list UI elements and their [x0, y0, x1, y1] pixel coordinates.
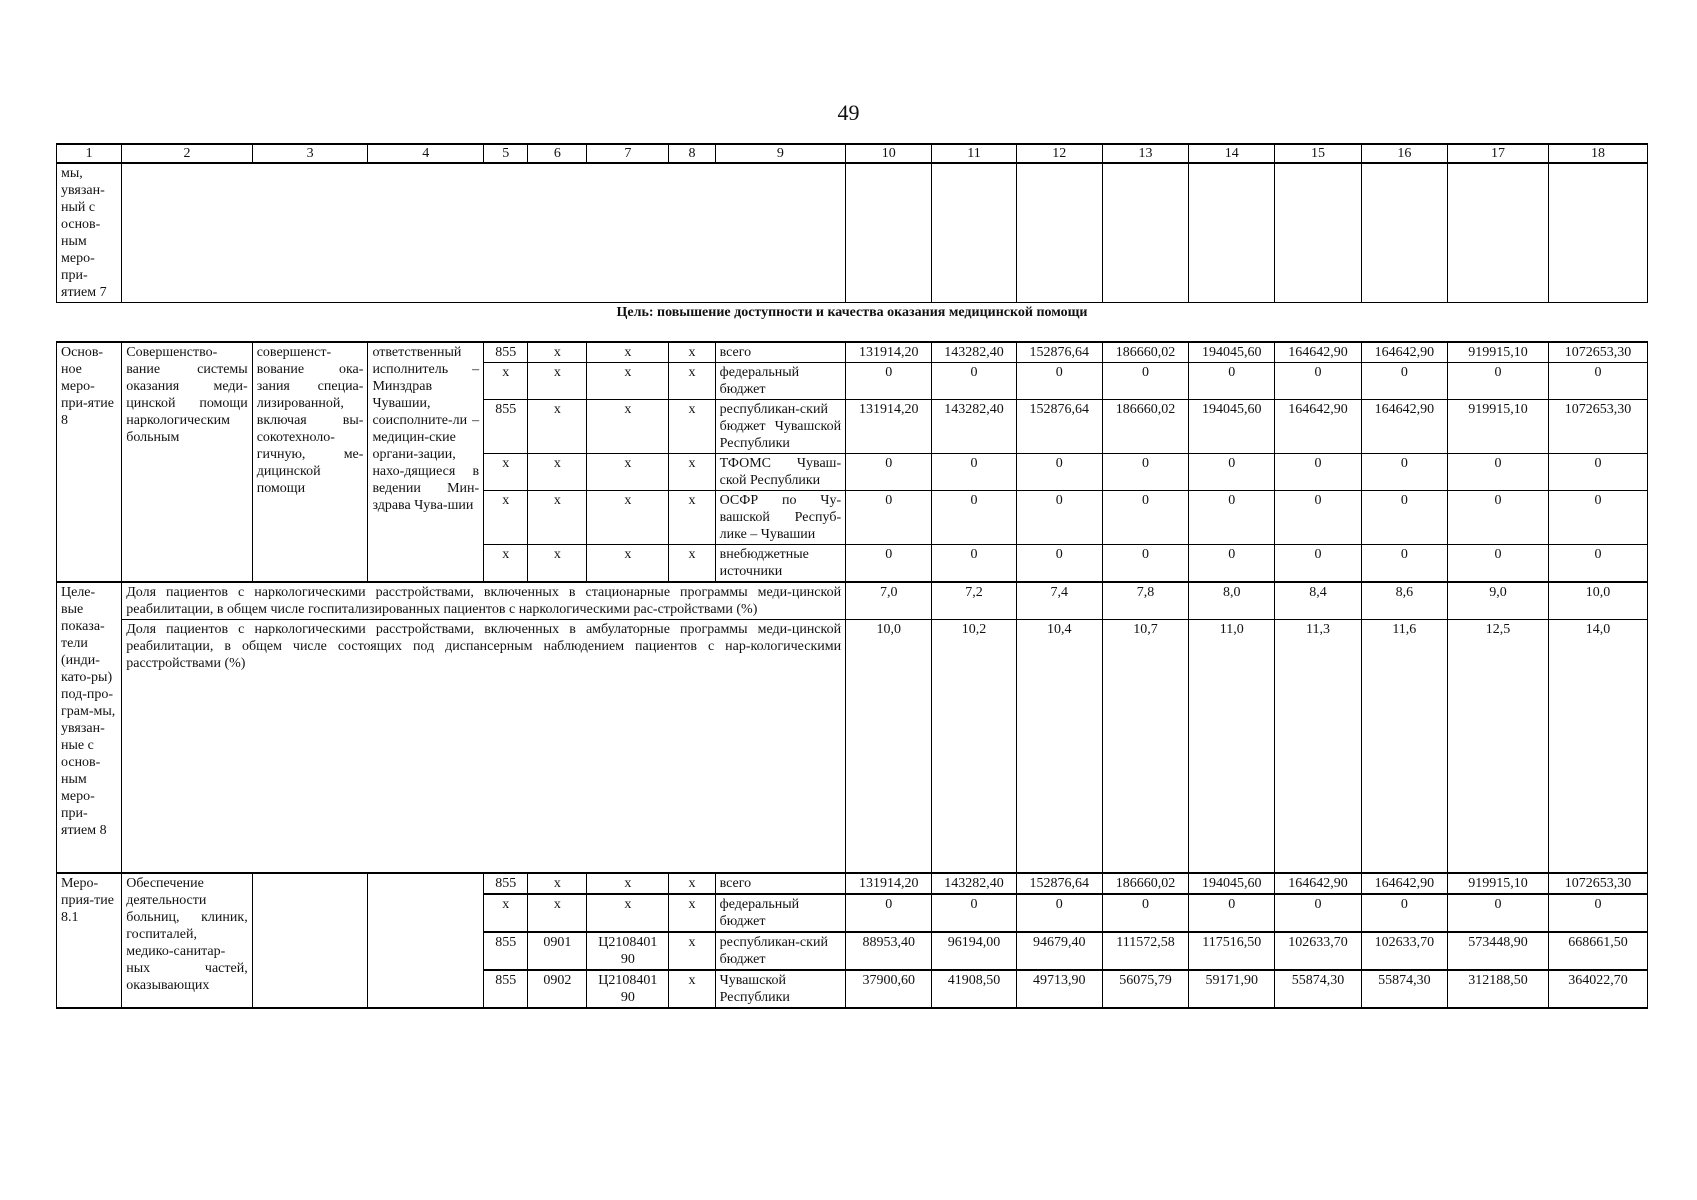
value-cell: 41908,50: [932, 970, 1016, 1008]
code-cell: x: [669, 342, 715, 363]
value-cell: 143282,40: [932, 342, 1016, 363]
value-cell: 0: [932, 894, 1016, 932]
value-cell: 164642,90: [1361, 342, 1447, 363]
targets-label: Целе-вые показа-тели (инди-като-ры) под-про-грам-мы, увязан-ные с основ-ным меро-при-ятием 8: [57, 582, 122, 873]
empty-cell: [1548, 163, 1647, 303]
event81-executor: [368, 873, 484, 1008]
main8-row: [57, 342, 1648, 363]
indicator-text: Доля пациентов с наркологическими расстройствами, включенных в амбулаторные программы меди-цинской реабилитации, в общем числе состоящих под диспансерным наблюдением пациентов с нар-кологическими расстройствами (%): [122, 620, 846, 874]
value-cell: 131914,20: [846, 342, 932, 363]
value-cell: 164642,90: [1361, 873, 1447, 894]
value-cell: 1072653,30: [1548, 873, 1647, 894]
code-cell: x: [587, 454, 669, 491]
column-number-row: [57, 144, 1648, 163]
value-cell: 56075,79: [1102, 970, 1188, 1008]
column-number: 7: [587, 144, 669, 163]
value-cell: 919915,10: [1447, 400, 1548, 454]
value-cell: 143282,40: [932, 400, 1016, 454]
main8-executor: ответственный исполнитель – Минздрав Чувашии, соисполните-ли – медицин-ские органи-зации, нахо-дящиеся в ведении Мин-здрава Чува-шии: [368, 342, 484, 582]
value-cell: 0: [1189, 491, 1275, 545]
code-cell: 855: [484, 932, 528, 970]
code-cell: x: [669, 894, 715, 932]
value-cell: 0: [846, 454, 932, 491]
indicator-value: 11,3: [1275, 620, 1361, 874]
indicator-value: 10,0: [1548, 582, 1647, 620]
code-cell: 0901: [528, 932, 587, 970]
code-cell: x: [587, 400, 669, 454]
value-cell: 0: [1189, 363, 1275, 400]
funding-source: всего: [715, 342, 845, 363]
value-cell: 0: [1016, 363, 1102, 400]
value-cell: 0: [1102, 454, 1188, 491]
value-cell: 37900,60: [846, 970, 932, 1008]
value-cell: 0: [1361, 894, 1447, 932]
code-cell: Ц2108401 90: [587, 932, 669, 970]
value-cell: 0: [1447, 545, 1548, 583]
code-cell: x: [669, 873, 715, 894]
main8-name: Совершенство-вание системы оказания меди-цинской помощи наркологическим больным: [122, 342, 252, 582]
code-cell: x: [669, 454, 715, 491]
value-cell: 0: [1361, 363, 1447, 400]
indicator-value: 10,0: [846, 620, 932, 874]
funding-source: ТФОМС Чуваш-ской Республики: [715, 454, 845, 491]
code-cell: x: [669, 545, 715, 583]
value-cell: 364022,70: [1548, 970, 1647, 1008]
value-cell: 194045,60: [1189, 342, 1275, 363]
value-cell: 1072653,30: [1548, 342, 1647, 363]
value-cell: 0: [932, 491, 1016, 545]
value-cell: 152876,64: [1016, 342, 1102, 363]
value-cell: 0: [1447, 894, 1548, 932]
code-cell: x: [669, 363, 715, 400]
empty-cell: [122, 163, 846, 303]
empty-cell: [1447, 163, 1548, 303]
value-cell: 0: [1275, 454, 1361, 491]
value-cell: 0: [1102, 491, 1188, 545]
value-cell: 0: [1361, 491, 1447, 545]
code-cell: 0902: [528, 970, 587, 1008]
funding-source: внебюджетные источники: [715, 545, 845, 583]
code-cell: 855: [484, 342, 528, 363]
value-cell: 55874,30: [1275, 970, 1361, 1008]
code-cell: x: [528, 873, 587, 894]
main8-result: совершенст-вование ока-зания специа-лизированной, включая вы-сокотехноло-гичную, ме-дицинской помощи: [252, 342, 368, 582]
code-cell: x: [587, 363, 669, 400]
value-cell: 0: [846, 894, 932, 932]
code-cell: x: [528, 491, 587, 545]
column-number: 9: [715, 144, 845, 163]
value-cell: 919915,10: [1447, 342, 1548, 363]
value-cell: 1072653,30: [1548, 400, 1647, 454]
indicator-value: 10,4: [1016, 620, 1102, 874]
column-number: 3: [252, 144, 368, 163]
value-cell: 49713,90: [1016, 970, 1102, 1008]
code-cell: x: [528, 400, 587, 454]
value-cell: 919915,10: [1447, 873, 1548, 894]
indicator-value: 8,0: [1189, 582, 1275, 620]
event81-label: Меро-прия-тие 8.1: [57, 873, 122, 1008]
value-cell: 0: [1548, 545, 1647, 583]
indicator-value: 11,6: [1361, 620, 1447, 874]
prev-block-row: [57, 163, 1648, 303]
code-cell: x: [669, 932, 715, 970]
empty-cell: [846, 163, 932, 303]
value-cell: 0: [1447, 363, 1548, 400]
value-cell: 131914,20: [846, 400, 932, 454]
target-row: [57, 620, 1648, 874]
column-number: 17: [1447, 144, 1548, 163]
value-cell: 668661,50: [1548, 932, 1647, 970]
funding-source: республикан-ский бюджет: [715, 932, 845, 970]
code-cell: x: [528, 342, 587, 363]
value-cell: 152876,64: [1016, 400, 1102, 454]
indicator-value: 9,0: [1447, 582, 1548, 620]
value-cell: 0: [1361, 454, 1447, 491]
value-cell: 573448,90: [1447, 932, 1548, 970]
column-number: 11: [932, 144, 1016, 163]
goal-row: [57, 303, 1648, 343]
value-cell: 0: [1189, 545, 1275, 583]
value-cell: 96194,00: [932, 932, 1016, 970]
value-cell: 0: [1275, 545, 1361, 583]
main8-label: Основ-ное меро-при-ятие 8: [57, 342, 122, 582]
empty-cell: [1189, 163, 1275, 303]
indicator-value: 10,2: [932, 620, 1016, 874]
column-number: 2: [122, 144, 252, 163]
target-row: [57, 582, 1648, 620]
value-cell: 186660,02: [1102, 873, 1188, 894]
value-cell: 111572,58: [1102, 932, 1188, 970]
code-cell: x: [587, 342, 669, 363]
indicator-value: 12,5: [1447, 620, 1548, 874]
value-cell: 0: [1447, 454, 1548, 491]
indicator-value: 7,0: [846, 582, 932, 620]
indicator-value: 11,0: [1189, 620, 1275, 874]
code-cell: x: [587, 491, 669, 545]
column-number: 4: [368, 144, 484, 163]
value-cell: 194045,60: [1189, 400, 1275, 454]
code-cell: x: [669, 970, 715, 1008]
value-cell: 0: [1189, 894, 1275, 932]
value-cell: 55874,30: [1361, 970, 1447, 1008]
code-cell: x: [528, 454, 587, 491]
value-cell: 152876,64: [1016, 873, 1102, 894]
page-number: 49: [837, 100, 860, 125]
value-cell: 312188,50: [1447, 970, 1548, 1008]
code-cell: x: [528, 545, 587, 583]
value-cell: 117516,50: [1189, 932, 1275, 970]
value-cell: 164642,90: [1275, 342, 1361, 363]
indicator-value: 14,0: [1548, 620, 1647, 874]
value-cell: 0: [932, 363, 1016, 400]
value-cell: 0: [1361, 545, 1447, 583]
value-cell: 0: [1189, 454, 1275, 491]
empty-cell: [1361, 163, 1447, 303]
column-number: 6: [528, 144, 587, 163]
funding-source: всего: [715, 873, 845, 894]
code-cell: x: [484, 545, 528, 583]
funding-source: республикан-ский бюджет Чувашской Республики: [715, 400, 845, 454]
code-cell: Ц2108401 90: [587, 970, 669, 1008]
code-cell: x: [528, 894, 587, 932]
column-number: 14: [1189, 144, 1275, 163]
indicator-value: 8,4: [1275, 582, 1361, 620]
indicator-value: 8,6: [1361, 582, 1447, 620]
empty-cell: [1275, 163, 1361, 303]
empty-cell: [932, 163, 1016, 303]
value-cell: 131914,20: [846, 873, 932, 894]
goal-title: Цель: повышение доступности и качества оказания медицинской помощи: [57, 303, 1648, 343]
value-cell: 0: [846, 491, 932, 545]
value-cell: 0: [1548, 454, 1647, 491]
prev-block-label: мы, увязан-ный с основ-ным меро-при-ятием 7: [57, 163, 122, 303]
column-number: 16: [1361, 144, 1447, 163]
column-number: 13: [1102, 144, 1188, 163]
value-cell: 102633,70: [1361, 932, 1447, 970]
column-number: 18: [1548, 144, 1647, 163]
indicator-value: 10,7: [1102, 620, 1188, 874]
value-cell: 0: [1447, 491, 1548, 545]
code-cell: x: [484, 894, 528, 932]
value-cell: 0: [1548, 363, 1647, 400]
funding-source: Чувашской Республики: [715, 970, 845, 1008]
empty-cell: [1016, 163, 1102, 303]
column-number: 1: [57, 144, 122, 163]
column-number: 12: [1016, 144, 1102, 163]
funding-source: федеральный бюджет: [715, 894, 845, 932]
empty-cell: [1102, 163, 1188, 303]
value-cell: 164642,90: [1275, 873, 1361, 894]
value-cell: 0: [1275, 363, 1361, 400]
value-cell: 164642,90: [1275, 400, 1361, 454]
code-cell: 855: [484, 873, 528, 894]
code-cell: x: [484, 491, 528, 545]
value-cell: 0: [1016, 454, 1102, 491]
value-cell: 0: [932, 545, 1016, 583]
value-cell: 0: [932, 454, 1016, 491]
code-cell: x: [484, 454, 528, 491]
code-cell: x: [528, 363, 587, 400]
value-cell: 0: [1275, 894, 1361, 932]
value-cell: 59171,90: [1189, 970, 1275, 1008]
value-cell: 0: [1016, 491, 1102, 545]
value-cell: 0: [846, 545, 932, 583]
funding-source: ОСФР по Чу-вашской Респуб-лике – Чувашии: [715, 491, 845, 545]
event81-name: Обеспечение деятельности больниц, клиник, госпиталей, медико-санитар-ных частей, оказывающих: [122, 873, 252, 1008]
value-cell: 186660,02: [1102, 342, 1188, 363]
column-number: 8: [669, 144, 715, 163]
value-cell: 0: [1102, 545, 1188, 583]
code-cell: x: [587, 873, 669, 894]
value-cell: 0: [846, 363, 932, 400]
budget-table: [56, 143, 1648, 1009]
indicator-value: 7,8: [1102, 582, 1188, 620]
value-cell: 0: [1016, 894, 1102, 932]
code-cell: x: [587, 894, 669, 932]
value-cell: 0: [1275, 491, 1361, 545]
indicator-value: 7,4: [1016, 582, 1102, 620]
value-cell: 94679,40: [1016, 932, 1102, 970]
column-number: 10: [846, 144, 932, 163]
column-number: 15: [1275, 144, 1361, 163]
code-cell: x: [669, 400, 715, 454]
funding-source: федеральный бюджет: [715, 363, 845, 400]
value-cell: 0: [1102, 363, 1188, 400]
value-cell: 102633,70: [1275, 932, 1361, 970]
value-cell: 164642,90: [1361, 400, 1447, 454]
event81-result: [252, 873, 368, 1008]
code-cell: x: [587, 545, 669, 583]
value-cell: 0: [1102, 894, 1188, 932]
indicator-text: Доля пациентов с наркологическими расстройствами, включенных в стационарные программы меди-цинской реабилитации, в общем числе госпитализированных пациентов с наркологическими рас-стройствами (%): [122, 582, 846, 620]
indicator-value: 7,2: [932, 582, 1016, 620]
code-cell: x: [669, 491, 715, 545]
value-cell: 194045,60: [1189, 873, 1275, 894]
code-cell: 855: [484, 400, 528, 454]
value-cell: 0: [1548, 894, 1647, 932]
event81-row: [57, 873, 1648, 894]
value-cell: 0: [1548, 491, 1647, 545]
column-number: 5: [484, 144, 528, 163]
value-cell: 88953,40: [846, 932, 932, 970]
value-cell: 0: [1016, 545, 1102, 583]
value-cell: 143282,40: [932, 873, 1016, 894]
value-cell: 186660,02: [1102, 400, 1188, 454]
code-cell: 855: [484, 970, 528, 1008]
code-cell: x: [484, 363, 528, 400]
